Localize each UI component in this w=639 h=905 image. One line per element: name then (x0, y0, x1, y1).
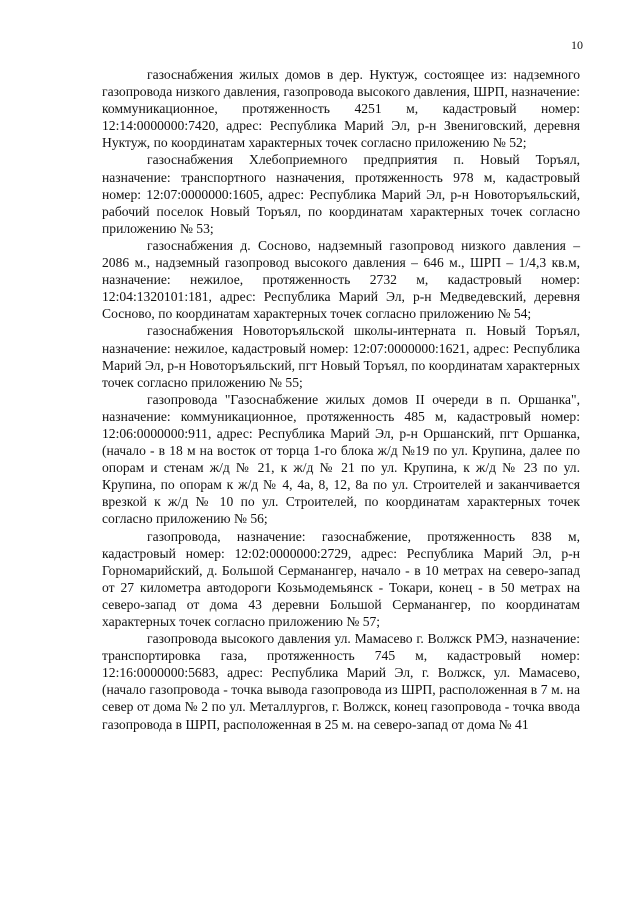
paragraph-item-bolshoy-sermananger: газопровода, назначение: газоснабжение, протяженность 838 м, кадастровый номер: 12:02:0000000:2729, адрес: Республика Марий Эл, р-н Горномарийский, д. Большой Серманангер, начало - в 10 метрах на северо-запад от 27 километра автодороги Козьмодемьянск - Токари, конец - в 50 метрах на северо-запад от дома 43 деревни Большой Серманангер, по координатам характерных точек согласно приложению № 57; (102, 528, 580, 629)
paragraph-item-nuktuzh: газоснабжения жилых домов в дер. Нуктуж, состоящее из: надземного газопровода низкого давления, газопровода высокого давления, ШРП, назначение: коммуникационное, протяженность 4251 м, кадастровый номер: 12:14:0000000:7420, адрес: Республика Марий Эл, р-н Звениговский, деревня Нуктуж, по координатам характерных точек согласно приложению № 52; (102, 67, 580, 151)
paragraph-item-orshanka: газопровода "Газоснабжение жилых домов II очереди в п. Оршанка", назначение: коммуникационное, протяженность 485 м, кадастровый номер: 12:06:0000000:911, адрес: Республика Марий Эл, р-н Оршанский, пгт Оршанка, (начало - в 18 м на восток от торца 1-го блока ж/д №19 по ул. Крупина, далее по опорам и стенам ж/д № 21, к ж/д № 21 по ул. Крупина, к ж/д № 23 по ул. Крупина, по опорам к ж/д № 4, 4а, 8, 12, 8а по ул. Строителей и заканчивается врезкой к ж/д № 10 по ул. Строителей, по координатам характерных точек согласно приложению № 56; (102, 391, 580, 527)
paragraph-item-sosnovo: газоснабжения д. Сосново, надземный газопровод низкого давления – 2086 м., надземный газопровод высокого давления – 646 м., ШРП – 1/4,3 кв.м, назначение: нежилое, протяженность 2732 м, кадастровый номер: 12:04:1320101:181, адрес: Республика Марий Эл, р-н Медведевский, деревня Сосново, по координатам характерных точек согласно приложению № 54; (102, 237, 580, 322)
paragraph-item-volzhsk-mamasevo: газопровода высокого давления ул. Мамасево г. Волжск РМЭ, назначение: транспортировка газа, протяженность 745 м, кадастровый номер: 12:16:0000000:5683, адрес: Республика Марий Эл, г. Волжск, ул. Мамасево, (начало газопровода - точка вывода газопровода из ШРП, расположенная в 7 м. на север от дома № 2 по ул. Металлургов, г. Волжск, конец газопровода - точка ввода газопровода в ШРП, расположенная в 25 м. на северо-запад от дома № 41 (102, 631, 580, 732)
paragraph-item-novy-toryal-grain: газоснабжения Хлебоприемного предприятия п. Новый Торъял, назначение: транспортного назначения, протяженность 978 м, кадастровый номер: 12:07:0000000:1605, адрес: Республика Марий Эл, р-н Новоторъяльский, рабочий поселок Новый Торъял, по координатам характерных точек согласно приложению № 53; (102, 152, 580, 236)
body-text (102, 66, 580, 733)
paragraph-item-novy-toryal-school: газоснабжения Новоторъяльской школы-интерната п. Новый Торъял, назначение: нежилое, кадастровый номер: 12:07:0000000:1621, адрес: Республика Марий Эл, р-н Новоторъяльский, пгт Новый Торъял, по координатам характерных точек согласно приложению № 55; (102, 323, 580, 390)
page-number: 10 (571, 38, 583, 52)
